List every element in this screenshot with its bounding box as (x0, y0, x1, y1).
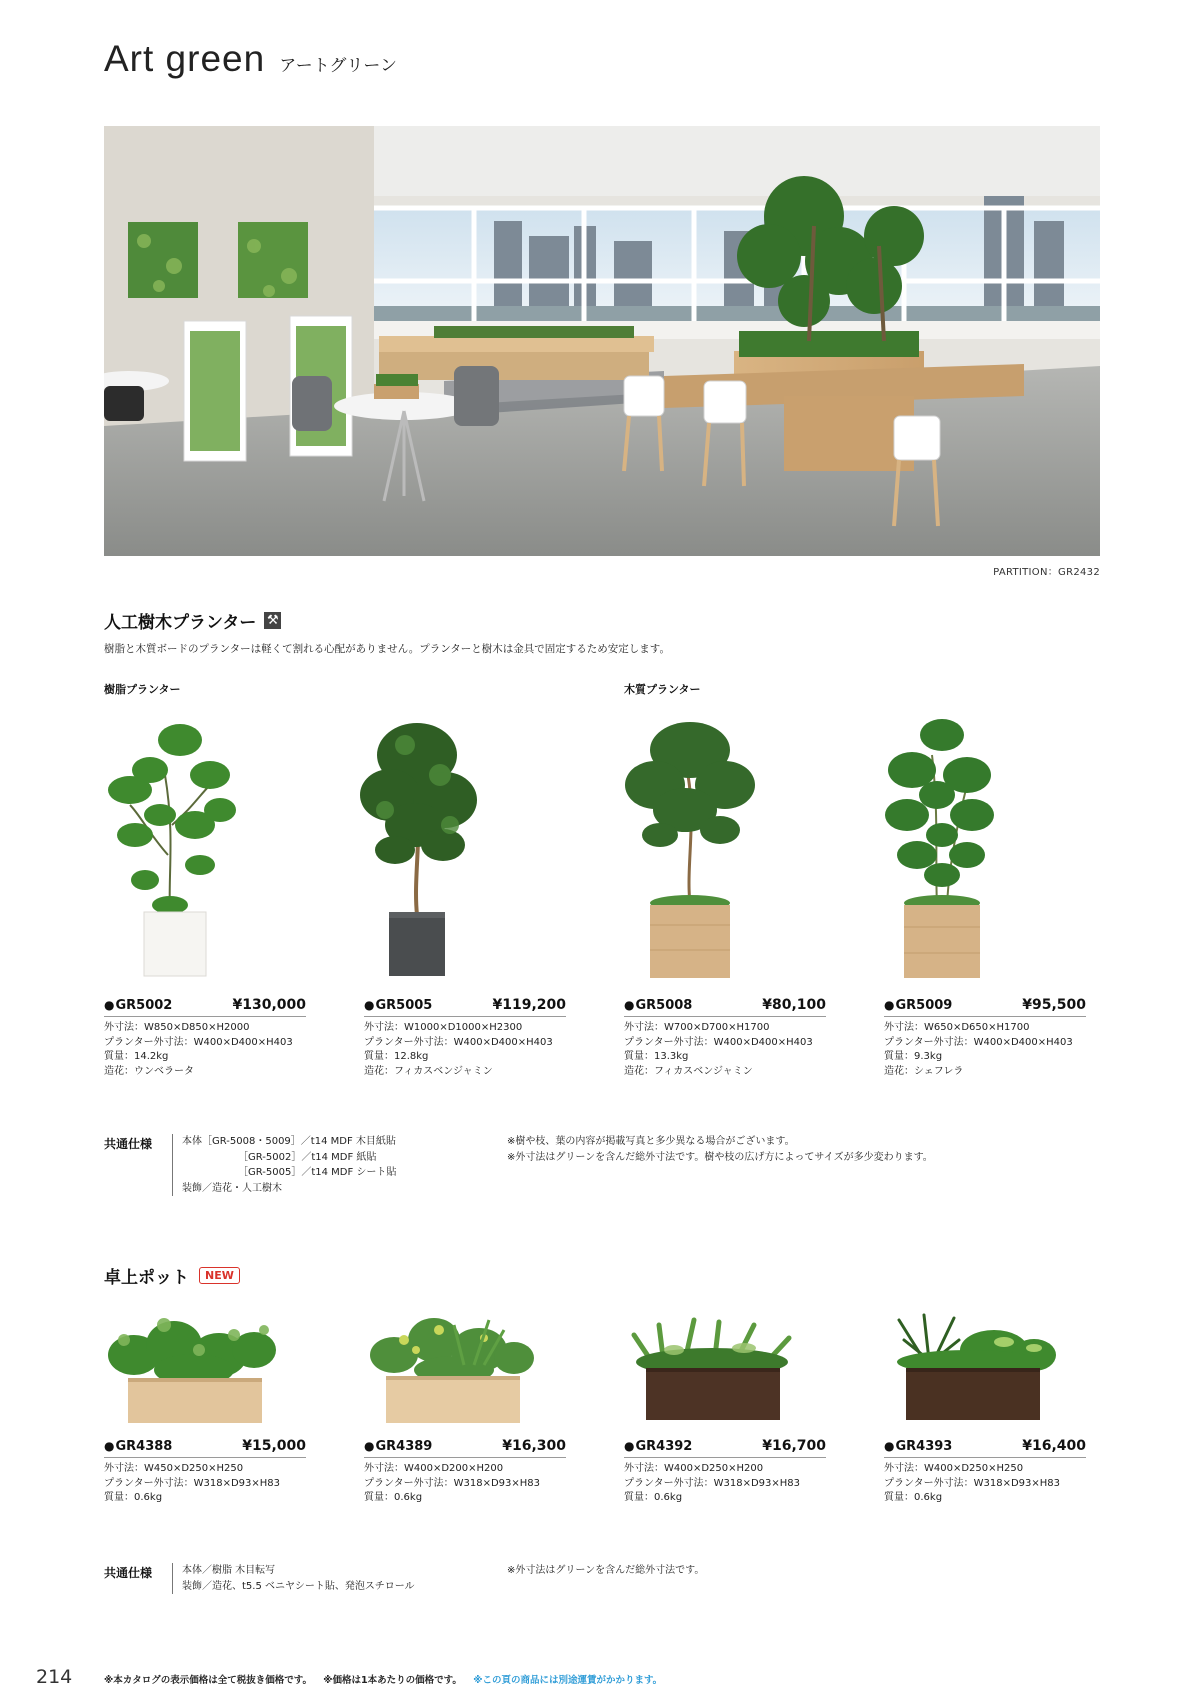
product-image-gr5008 (620, 715, 760, 980)
spec-line: 造花：ウンベラータ (104, 1065, 194, 1077)
footer-note-tax: ※本カタログの表示価格は全て税抜き価格です。 (104, 1675, 312, 1686)
product-card-gr5005 (364, 997, 566, 1079)
note-line: ※外寸法はグリーンを含んだ総外寸法です。 (507, 1565, 705, 1576)
product-price: ¥130,000 (232, 997, 306, 1013)
note-line: ※樹や枝、葉の内容が掲載写真と多少異なる場合がございます。 (507, 1136, 795, 1147)
spec-line: 造花：シェフレラ (884, 1065, 964, 1077)
spec-line: 質量：9.3kg (884, 1051, 943, 1062)
product-image-gr4393 (884, 1310, 1060, 1425)
common-spec-section1 (104, 1134, 396, 1196)
common-spec-line: ［GR-5002］／t14 MDF 紙貼 (238, 1151, 377, 1163)
spec-line: プランター外寸法：W400×D400×H403 (884, 1036, 1073, 1048)
product-card-gr4389 (364, 1438, 566, 1506)
product-price: ¥119,200 (492, 997, 566, 1013)
spec-line: 外寸法：W450×D250×H250 (104, 1463, 244, 1474)
spec-line: 質量：14.2kg (104, 1051, 169, 1062)
common-spec-label: 共通仕様 (104, 1566, 153, 1580)
subhead-wood-planter: 木質プランター (624, 683, 701, 696)
product-code: ● GR4393 (884, 1439, 952, 1454)
common-spec-line: ［GR-5005］／t14 MDF シート貼 (238, 1167, 397, 1178)
common-spec-line: 装飾／造花、t5.5 ベニヤシート貼、発泡スチロール (182, 1580, 415, 1592)
product-price: ¥16,300 (502, 1438, 566, 1454)
footer-notes (104, 1672, 662, 1686)
spec-line: 質量：0.6kg (884, 1492, 943, 1503)
title-japanese: アートグリーン (279, 56, 398, 76)
spec-line: 質量：0.6kg (104, 1492, 163, 1503)
product-code: ● GR5008 (624, 998, 692, 1013)
spec-line: 外寸法：W650×D650×H1700 (884, 1022, 1030, 1033)
product-price: ¥16,400 (1022, 1438, 1086, 1454)
spec-line: 外寸法：W400×D200×H200 (364, 1463, 504, 1474)
product-card-gr5002 (104, 997, 306, 1079)
spec-line: 外寸法：W400×D250×H250 (884, 1463, 1024, 1474)
spec-line: 造花：フィカスベンジャミン (624, 1065, 753, 1077)
product-price: ¥16,700 (762, 1438, 826, 1454)
product-image-gr4392 (624, 1310, 800, 1425)
section-title-tree-planter (104, 608, 281, 633)
spec-line: 外寸法：W1000×D1000×H2300 (364, 1022, 523, 1033)
product-image-gr5009 (877, 715, 1007, 980)
spec-line: プランター外寸法：W400×D400×H403 (364, 1036, 553, 1048)
product-image-gr4388 (104, 1310, 280, 1425)
spec-line: プランター外寸法：W318×D93×H83 (624, 1477, 801, 1489)
footer-note-shipping: ※この頁の商品には別途運賃がかかります。 (473, 1675, 663, 1686)
hero-office-photo (104, 126, 1100, 556)
footer-note-unit: ※価格は1本あたりの価格です。 (323, 1675, 462, 1686)
spec-line: 質量：0.6kg (364, 1492, 423, 1503)
section1-title: 人工樹木プランター (104, 613, 257, 633)
product-card-gr4392 (624, 1438, 826, 1506)
product-code: ● GR5009 (884, 998, 952, 1013)
spec-line: 外寸法：W700×D700×H1700 (624, 1022, 770, 1033)
section1-description: 樹脂と木質ボードのプランターは軽くて割れる心配がありません。プランターと樹木は金具で固定するため安定します。 (104, 643, 670, 655)
common-spec-label: 共通仕様 (104, 1137, 153, 1151)
assembly-icon: ⚒ (264, 612, 281, 629)
page-title (104, 38, 397, 80)
product-image-gr5005 (355, 715, 485, 980)
hero-caption: PARTITION：GR2432 (993, 567, 1100, 578)
product-card-gr5009 (884, 997, 1086, 1079)
product-code: ● GR5005 (364, 998, 432, 1013)
common-spec-line: 装飾／造花・人工樹木 (182, 1182, 282, 1194)
title-english: Art green (104, 38, 266, 79)
common-spec-line: 本体［GR-5008・5009］／t14 MDF 木目紙貼 (182, 1136, 396, 1147)
spec-line: プランター外寸法：W318×D93×H83 (884, 1477, 1061, 1489)
product-price: ¥15,000 (242, 1438, 306, 1454)
product-card-gr5008 (624, 997, 826, 1079)
product-image-gr4389 (364, 1310, 540, 1425)
spec-line: 外寸法：W850×D850×H2000 (104, 1022, 250, 1033)
spec-line: 外寸法：W400×D250×H200 (624, 1463, 764, 1474)
product-price: ¥95,500 (1022, 997, 1086, 1013)
section-title-desk-pot (104, 1263, 240, 1288)
page-number: 214 (36, 1666, 73, 1688)
product-card-gr4388 (104, 1438, 306, 1506)
note-line: ※外寸法はグリーンを含んだ総外寸法です。樹や枝の広げ方によってサイズが多少変わります。 (507, 1151, 933, 1163)
common-spec-section2 (104, 1563, 415, 1594)
product-code: ● GR4392 (624, 1439, 692, 1454)
new-badge: NEW (199, 1267, 240, 1284)
subhead-resin-planter: 樹脂プランター (104, 683, 181, 696)
product-code: ● GR4389 (364, 1439, 432, 1454)
product-card-gr4393 (884, 1438, 1086, 1506)
spec-line: 質量：13.3kg (624, 1051, 689, 1062)
spec-line: プランター外寸法：W400×D400×H403 (104, 1036, 293, 1048)
common-spec-line: 本体／樹脂 木目転写 (182, 1565, 276, 1576)
product-code: ● GR4388 (104, 1439, 172, 1454)
notes-section1 (507, 1134, 933, 1165)
product-code: ● GR5002 (104, 998, 172, 1013)
notes-section2 (507, 1563, 704, 1579)
product-image-gr5002 (100, 715, 240, 980)
spec-line: プランター外寸法：W318×D93×H83 (104, 1477, 281, 1489)
spec-line: 質量：12.8kg (364, 1051, 429, 1062)
spec-line: プランター外寸法：W318×D93×H83 (364, 1477, 541, 1489)
section2-title: 卓上ポット (104, 1268, 189, 1288)
product-price: ¥80,100 (762, 997, 826, 1013)
spec-line: プランター外寸法：W400×D400×H403 (624, 1036, 813, 1048)
spec-line: 造花：フィカスベンジャミン (364, 1065, 493, 1077)
spec-line: 質量：0.6kg (624, 1492, 683, 1503)
